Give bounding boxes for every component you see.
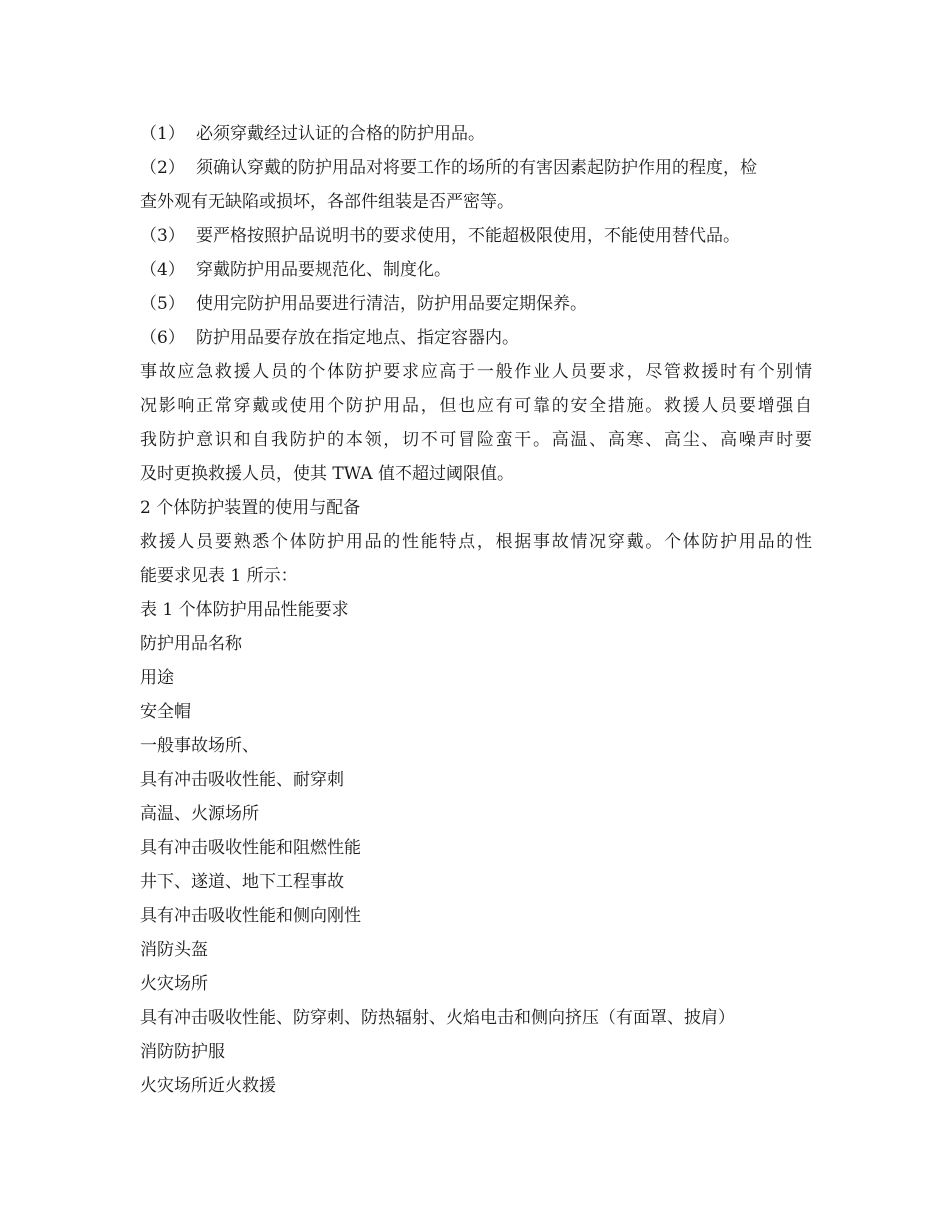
table-cell: 防护用品名称 — [140, 634, 242, 654]
item-number: （1） — [140, 124, 185, 144]
table-cell: 高温、火源场所 — [140, 804, 259, 824]
list-item — [140, 117, 812, 151]
section-heading: 2 个体防护装置的使用与配备 — [140, 498, 361, 518]
table-cell: 安全帽 — [140, 702, 191, 722]
item-text: 防护用品要存放在指定地点、指定容器内。 — [196, 328, 519, 348]
table-cell: 火灾场所近火救援 — [140, 1076, 276, 1096]
paragraph-line: 我防护意识和自我防护的本领，切不可冒险蛮干。高温、高寒、高尘、高噪声时要 — [140, 430, 812, 450]
paragraph-line: 况影响正常穿戴或使用个防护用品，但也应有可靠的安全措施。救援人员要增强自 — [140, 396, 812, 416]
list-item — [140, 321, 812, 355]
table-cell: 具有冲击吸收性能、防穿刺、防热辐射、火焰电击和侧向挤压（有面罩、披肩） — [140, 1008, 735, 1028]
item-number: （2） — [140, 158, 185, 178]
item-text: 必须穿戴经过认证的合格的防护用品。 — [196, 124, 485, 144]
rescue-paragraph — [140, 355, 812, 491]
table-cell: 火灾场所 — [140, 974, 208, 994]
item-number: （3） — [140, 226, 185, 246]
list-item — [140, 253, 812, 287]
table-cell: 用途 — [140, 668, 174, 688]
item-text: 须确认穿戴的防护用品对将要工作的场所的有害因素起防护作用的程度，检 — [196, 158, 757, 178]
table-cell: 具有冲击吸收性能、耐穿刺 — [140, 770, 344, 790]
item-text: 使用完防护用品要进行清洁，防护用品要定期保养。 — [196, 294, 587, 314]
document-page — [140, 117, 812, 1103]
list-item — [140, 151, 812, 185]
item-text: 要严格按照护品说明书的要求使用，不能超极限使用，不能使用替代品。 — [196, 226, 740, 246]
item-number: （5） — [140, 294, 185, 314]
requirements-list — [140, 117, 812, 355]
paragraph-line: 事故应急救援人员的个体防护要求应高于一般作业人员要求，尽管救援时有个别情 — [140, 362, 812, 382]
table-caption: 表 1 个体防护用品性能要求 — [140, 600, 349, 620]
paragraph-line: 救援人员要熟悉个体防护用品的性能特点，根据事故情况穿戴。个体防护用品的性 — [140, 532, 812, 552]
item-text: 穿戴防护用品要规范化、制度化。 — [196, 260, 451, 280]
table-cell: 消防头盔 — [140, 940, 208, 960]
section-paragraph — [140, 525, 812, 593]
paragraph-line: 及时更换救援人员，使其 TWA 值不超过阈限值。 — [140, 464, 515, 484]
table-cell: 具有冲击吸收性能和侧向刚性 — [140, 906, 361, 926]
table-cell: 井下、遂道、地下工程事故 — [140, 872, 344, 892]
table-cell: 一般事故场所、 — [140, 736, 259, 756]
list-item — [140, 287, 812, 321]
paragraph-line: 能要求见表 1 所示： — [140, 566, 298, 586]
table-content — [140, 627, 812, 1103]
list-item — [140, 219, 812, 253]
item-number: （4） — [140, 260, 185, 280]
table-cell: 具有冲击吸收性能和阻燃性能 — [140, 838, 361, 858]
item-continuation-text: 查外观有无缺陷或损坏，各部件组装是否严密等。 — [140, 192, 514, 212]
table-cell: 消防防护服 — [140, 1042, 225, 1062]
item-number: （6） — [140, 328, 185, 348]
